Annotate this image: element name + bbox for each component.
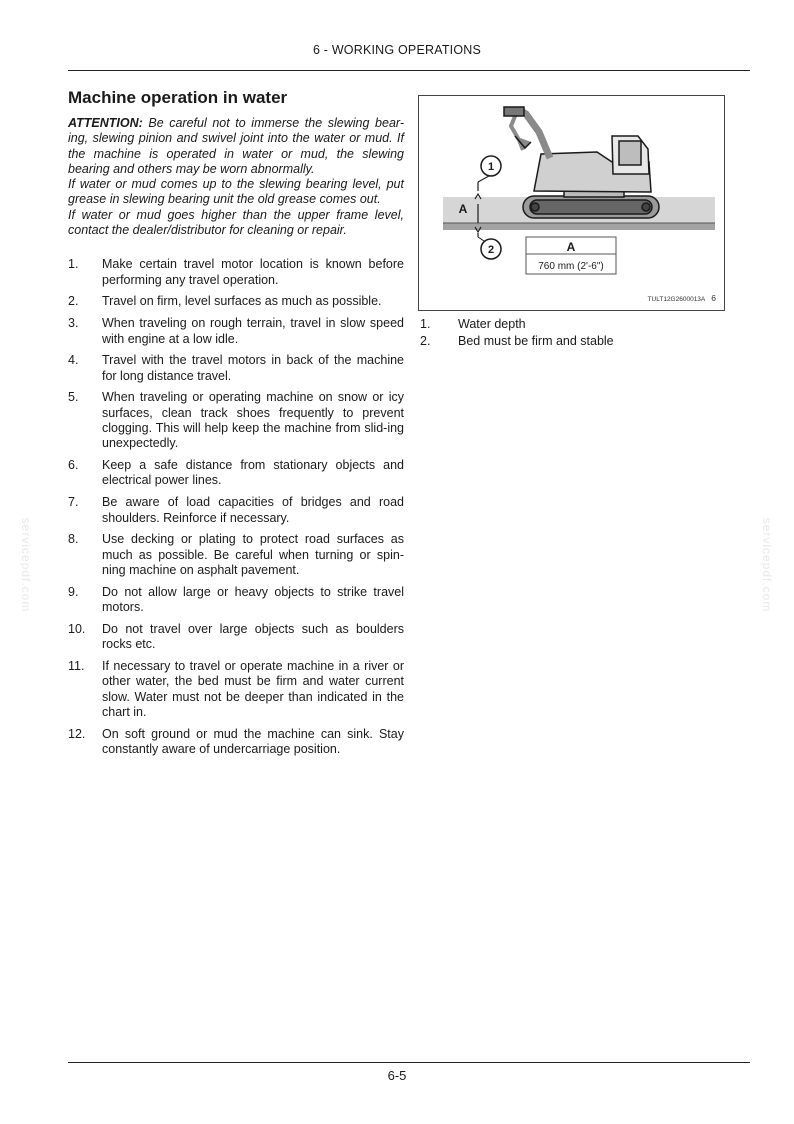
item-text: Do not allow large or heavy objects to strike travel motors. [102,584,404,615]
item-text: Travel with the travel motors in back of the machine for long distance travel. [102,353,404,383]
item-number: 6. [68,458,79,473]
list-item [68,622,404,653]
watermark-right: servicepdf.com [760,517,774,613]
legend-text: Bed must be firm and stable [458,334,614,348]
footer-rule [68,1062,750,1063]
item-text: Do not travel over large objects such as boulders rocks etc. [102,621,404,652]
attention-note [68,116,404,238]
item-text: Make certain travel motor location is known before performing any travel operation. [102,257,404,287]
item-number: 7. [68,495,79,510]
figure-legend [420,316,740,350]
callout-1-label: 1 [487,161,495,173]
page-number: 6-5 [387,1068,407,1083]
header-rule [68,70,750,71]
item-text: On soft ground or mud the machine can sink. Stay constantly aware of undercarriage position. [102,726,404,756]
dimension-label: A [458,202,468,216]
excavator-water-depth-figure [418,95,725,311]
item-number: 2. [68,294,79,309]
list-item [420,316,740,333]
item-text: Keep a safe distance from stationary objects and electrical power lines. [102,458,404,488]
legend-number: 1. [420,317,431,331]
list-item [68,495,404,526]
list-item [68,659,404,720]
ground-bed [443,223,715,230]
list-item [68,316,404,347]
excavator-illustration [419,96,724,310]
attention-paragraph: If water or mud comes up to the slewing bearing level, put grease in slewing bearing unit the old grease comes out. [68,177,404,207]
figure-number: 6 [711,293,716,303]
item-text: Travel on firm, level surfaces as much as possible. [102,294,382,309]
list-item [68,257,404,288]
list-item [68,294,404,309]
item-text: Use decking or plating to protect road surfaces as much as possible. Be careful when turning or spin-ning machine on asphalt pavement. [102,532,404,577]
watermark-left: servicepdf.com [19,517,33,613]
item-text: When traveling or operating machine on snow or icy surfaces, clean track shoes frequently to prevent clogging. This will help keep the machine from slid-ing unexpectedly. [102,390,404,451]
item-number: 3. [68,316,79,331]
travel-steps-list [68,257,404,757]
legend-text: Water depth [458,317,526,331]
item-text: If necessary to travel or operate machine in a river or other water, the bed must be firm and water current slow. Water must not be deeper than indicated in the chart in. [102,658,404,719]
list-item [68,727,404,758]
figure-code-text: TULT12G2600013A [647,296,706,303]
item-number: 9. [68,584,79,599]
attention-paragraph [68,116,404,177]
callout-2-label: 2 [487,244,495,256]
list-item [68,585,404,616]
depth-table-value: 760 mm (2'-6") [538,261,604,272]
depth-table-header: A [566,240,576,254]
left-column [68,88,404,764]
attention-paragraph: If water or mud goes higher than the upper frame level, contact the dealer/distributor for cleaning or repair. [68,207,404,238]
page-header-title: 6 - WORKING OPERATIONS [312,43,482,57]
list-item [68,390,404,451]
list-item [68,532,404,578]
item-number: 12. [68,726,86,741]
item-number: 8. [68,532,79,547]
item-number: 4. [68,353,79,368]
item-number: 5. [68,390,79,405]
list-item [68,353,404,384]
attention-label: ATTENTION: [68,116,143,130]
attention-text: Be careful not to immerse the slewing bear-ing, slewing pinion and swivel joint into the water or mud. If the machine is operated in water or mud, the slewing bearing and others may be worn abnormally. [68,116,404,176]
list-item [68,458,404,489]
legend-number: 2. [420,334,431,348]
figure-code [648,293,716,303]
item-number: 11. [68,658,85,673]
section-title: Machine operation in water [68,88,288,107]
item-text: When traveling on rough terrain, travel in slow speed with engine at a low idle. [102,316,404,346]
item-number: 1. [68,257,79,272]
item-number: 10. [68,621,86,636]
excavator-icon [504,107,659,218]
item-text: Be aware of load capacities of bridges and road shoulders. Reinforce if necessary. [102,495,404,525]
list-item [420,333,740,350]
